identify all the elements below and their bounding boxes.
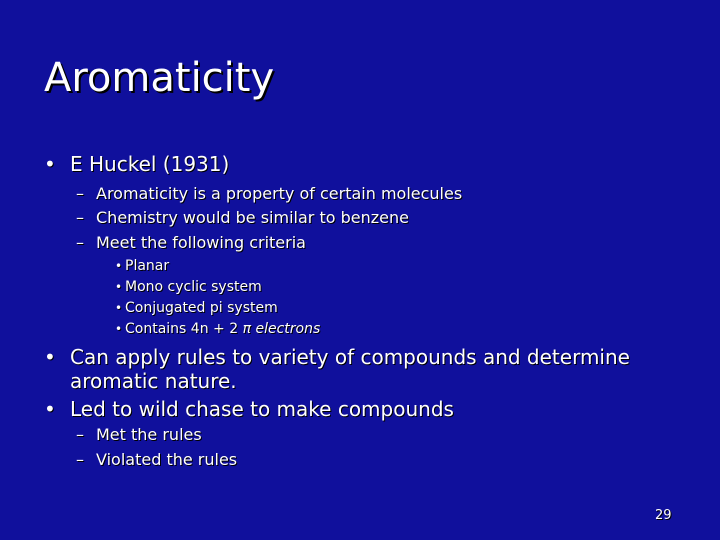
bullet-apply-rules [44, 345, 630, 369]
dash-marker: – [76, 184, 84, 203]
bullet-text: Can apply rules to variety of compounds and determine [70, 345, 630, 369]
sub-bullet-text: Met the rules [96, 425, 202, 444]
criterion-text: Mono cyclic system [125, 279, 262, 295]
criterion-text-prefix: Contains 4n + 2 [125, 321, 243, 337]
criterion-text: Conjugated pi system [125, 300, 278, 316]
bullet-wild-chase [44, 397, 454, 421]
sub-bullet-chemistry [76, 208, 409, 228]
sub-bullet-violated-rules [76, 450, 238, 470]
sub-bullet-criteria [76, 233, 306, 253]
criterion-electrons [115, 320, 321, 338]
dash-marker: – [76, 450, 84, 469]
dot-marker: • [115, 280, 123, 294]
slide-title: Aromaticity [44, 55, 275, 101]
bullet-text: Led to wild chase to make compounds [70, 397, 454, 421]
sub-bullet-text: Aromaticity is a property of certain molecules [96, 184, 463, 203]
sub-bullet-met-rules [76, 425, 202, 445]
dash-marker: – [76, 425, 84, 444]
bullet-apply-rules-cont [70, 369, 237, 393]
criterion-monocyclic [115, 278, 262, 296]
dot-marker: • [115, 301, 123, 315]
sub-bullet-property [76, 184, 463, 204]
criterion-text-suffix: electrons [251, 321, 321, 337]
dash-marker: – [76, 233, 84, 252]
sub-bullet-text: Chemistry would be similar to benzene [96, 208, 409, 227]
bullet-marker: • [44, 397, 56, 421]
sub-bullet-text: Meet the following criteria [96, 233, 306, 252]
dash-marker: – [76, 208, 84, 227]
criterion-planar [115, 257, 170, 275]
criterion-text: Planar [125, 258, 170, 274]
criterion-conjugated [115, 299, 278, 317]
page-number: 29 [655, 508, 672, 523]
pi-symbol: π [242, 321, 251, 337]
bullet-marker: • [44, 345, 56, 369]
sub-bullet-text: Violated the rules [96, 450, 238, 469]
bullet-huckel [44, 152, 230, 176]
dot-marker: • [115, 259, 123, 273]
bullet-text: E Huckel (1931) [70, 152, 230, 176]
dot-marker: • [115, 322, 123, 336]
bullet-text-continued: aromatic nature. [70, 369, 237, 393]
bullet-marker: • [44, 152, 56, 176]
